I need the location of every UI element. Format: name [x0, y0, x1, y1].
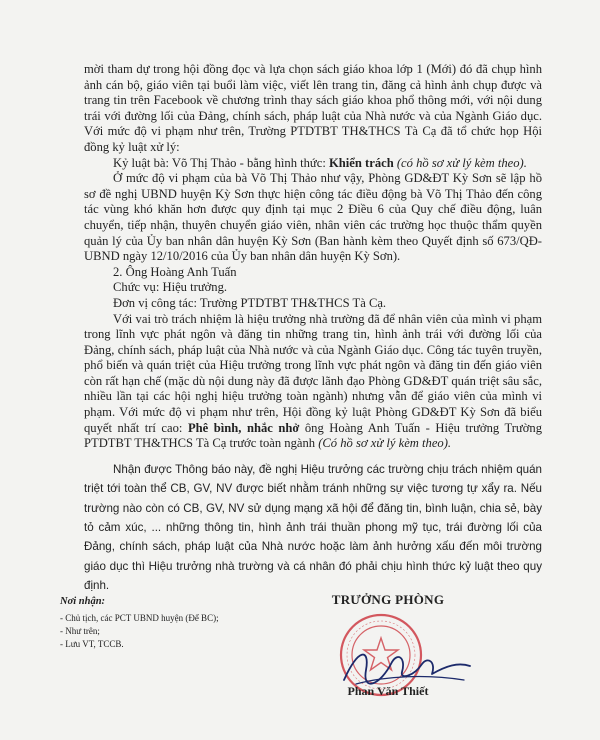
paragraph-discipline-thao [84, 156, 542, 172]
paragraph-principal-responsibility [84, 312, 542, 452]
principal-discipline-form: Phê bình, nhắc nhở [187, 420, 300, 435]
signature-block [300, 592, 476, 699]
discipline-label: Kỷ luật bà: Võ Thị Thảo - bằng hình thức: [113, 155, 329, 170]
principal-discipline-note: (Có hồ sơ xử lý kèm theo). [315, 436, 452, 451]
recipients-block [60, 595, 260, 651]
recipients-heading: Nơi nhận: [60, 596, 106, 607]
person-position: Chức vụ: Hiệu trưởng. [113, 280, 228, 295]
recipient-item: - Như trên; [60, 626, 100, 636]
discipline-form: Khiển trách [329, 155, 394, 170]
paragraph-invitation: mời tham dự trong hội đồng đọc và lựa chọn sách giáo khoa lớp 1 (Mới) đó đã chụp hình ảnh cán bộ, giáo viên tại buổi làm việc, viết lên trang tin, đăng cả hình ảnh chụp được và trang tin trên Facebook về chương trình thay sách giáo khoa phổ thông mới, với nội dung trái với đường lối của Đảng, chính sách, pháp luật của Nhà nước và của Ngành Giáo dục. Với mức độ vi phạm như trên, Trường PTDTBT TH&THCS Tà Cạ đã tổ chức họp Hội đồng kỷ luật xử lý: [84, 62, 542, 154]
person-heading: 2. Ông Hoàng Anh Tuấn [113, 264, 237, 279]
discipline-note: (có hồ sơ xử lý kèm theo). [393, 155, 527, 170]
person-workplace: Đơn vị công tác: Trường PTDTBT TH&THCS Tà Cạ. [113, 295, 387, 310]
signer-name: Phan Văn Thiết [347, 684, 429, 698]
paragraph-request: Nhận được Thông báo này, đề nghị Hiệu trưởng các trường chịu trách nhiệm quán triệt tới toàn thể CB, GV, NV được biết nhằm tránh những sự việc tương tự xẩy ra. Nếu trường nào còn có CB, GV, NV sử dụng mạng xã hội để đăng tin, bình luận, chia sẻ, bày tỏ cảm xúc, ... những thông tin, hình ảnh trái thuần phong mỹ tục, trái đường lối của Đảng, chính sách, pháp luật của Nhà nước hoặc làm ảnh hưởng xấu đến môi trường giáo dục thì Hiệu trưởng nhà trường và cá nhân đó phải chịu hình thức kỷ luật theo quy định. [84, 462, 542, 593]
signer-title: TRƯỞNG PHÒNG [331, 592, 445, 607]
document-body [84, 62, 542, 596]
recipient-item: - Lưu VT, TCCB. [60, 639, 124, 649]
recipient-item: - Chủ tịch, các PCT UBND huyện (Để BC); [60, 613, 219, 623]
responsibility-text: Với vai trò trách nhiệm là hiệu trưởng nhà trường đã để nhân viên của mình vi phạm trong lĩnh vực phát ngôn và đăng tin những trang tin, hình ảnh trái với đường lối của Đảng, chính sách, pháp luật của Nhà nước và của Ngành Giáo dục. Công tác tuyên truyền, phổ biến và quán triệt của Hiệu trưởng trong lĩnh vực phát ngôn và đăng tin đến giáo viên còn rất hạn chế (mặc dù nội dung này đã được lãnh đạo Phòng GD&ĐT quán triệt sâu sắc, nhiều lần tại các hội nghị hiệu trưởng toàn ngành) nhưng vẫn để giáo viên của mình vi phạm. Với mức độ vi phạm như trên, Hội đồng kỷ luật Phòng GD&ĐT Kỳ Sơn đã biểu quyết nhất trí cao: [84, 311, 542, 435]
principal-discipline-target: ông Hoàng Anh Tuấn - Hiệu trưởng Trường PTDTBT TH&THCS Tà Cạ trước toàn ngành [84, 420, 542, 451]
paragraph-transfer: Ở mức độ vi phạm của bà Võ Thị Thảo như vậy, Phòng GD&ĐT Kỳ Sơn sẽ lập hồ sơ đề nghị UBND huyện Kỳ Sơn thực hiện công tác điều động bà Võ Thị Thảo đến công tác vùng khó khăn hơn được quy định tại mục 2 Điều 6 của Quy chế điều động, luân chuyển, tiếp nhận, thuyên chuyển giáo viên, nhân viên các trường học thuộc thẩm quyền quản lý của Ủy ban nhân dân huyện Kỳ Sơn (Ban hành kèm theo Quyết định số 673/QĐ-UBND ngày 12/10/2016 của Ủy ban nhân dân huyện Kỳ Sơn). [84, 171, 542, 264]
